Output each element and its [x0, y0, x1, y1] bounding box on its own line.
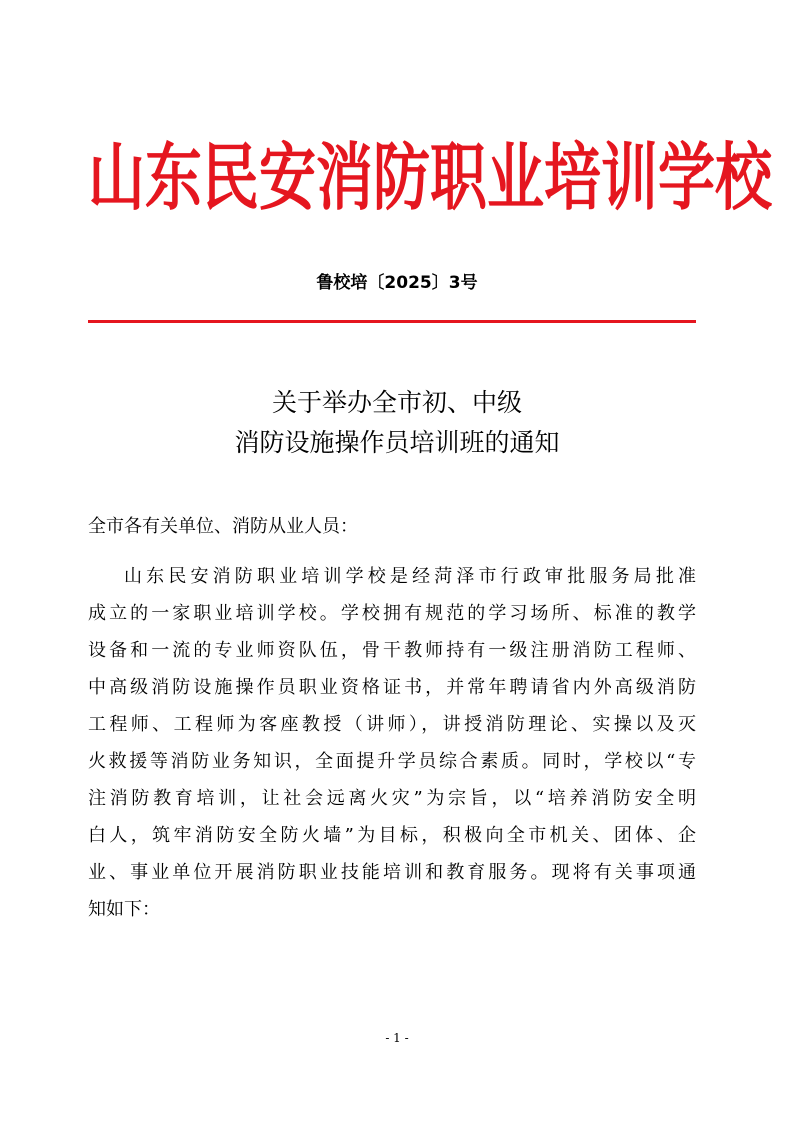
body-line: 工程师、工程师为客座教授（讲师），讲授消防理论、实操以及灭 — [88, 714, 696, 735]
body-line: 山东民安消防职业培训学校是经菏泽市行政审批服务局批准 — [124, 566, 696, 587]
org-name-char: 消 — [316, 135, 373, 221]
body-line: 白人，筑牢消防安全防火墙”为目标，积极向全市机关、团体、企 — [88, 825, 696, 846]
org-name-header — [88, 130, 772, 226]
org-name-char: 业 — [487, 135, 544, 221]
body-line: 知如下： — [88, 899, 160, 920]
org-name-char: 职 — [430, 135, 487, 221]
body-line: 成立的一家职业培训学校。学校拥有规范的学习场所、标准的教学 — [88, 603, 696, 624]
org-name-char: 防 — [373, 135, 430, 221]
body-line: 中高级消防设施操作员职业资格证书，并常年聘请省内外高级消防 — [88, 677, 696, 698]
document-title-line-2: 消防设施操作员培训班的通知 — [234, 428, 560, 457]
org-name-char: 民 — [202, 135, 259, 221]
document-number: 鲁校培〔2025〕3号 — [316, 273, 478, 293]
body-line: 业、事业单位开展消防职业技能培训和教育服务。现将有关事项通 — [88, 862, 696, 883]
org-name-char: 山 — [88, 135, 145, 221]
org-name-char: 校 — [715, 135, 772, 221]
document-title-line-1: 关于举办全市初、中级 — [271, 388, 522, 417]
body-line: 火救援等消防业务知识，全面提升学员综合素质。同时，学校以“专 — [88, 751, 696, 772]
body-line: 注消防教育培训，让社会远离火灾”为宗旨，以“培养消防安全明 — [88, 788, 696, 809]
salutation: 全市各有关单位、消防从业人员： — [88, 516, 358, 537]
header-divider — [88, 320, 696, 323]
org-name-char: 培 — [544, 135, 601, 221]
org-name-char: 学 — [658, 135, 715, 221]
org-name-char: 训 — [601, 135, 658, 221]
org-name-char: 东 — [145, 135, 202, 221]
page-number: - 1 - — [385, 1031, 409, 1045]
org-name-char: 安 — [259, 135, 316, 221]
body-line: 设备和一流的专业师资队伍，骨干教师持有一级注册消防工程师、 — [88, 640, 696, 661]
